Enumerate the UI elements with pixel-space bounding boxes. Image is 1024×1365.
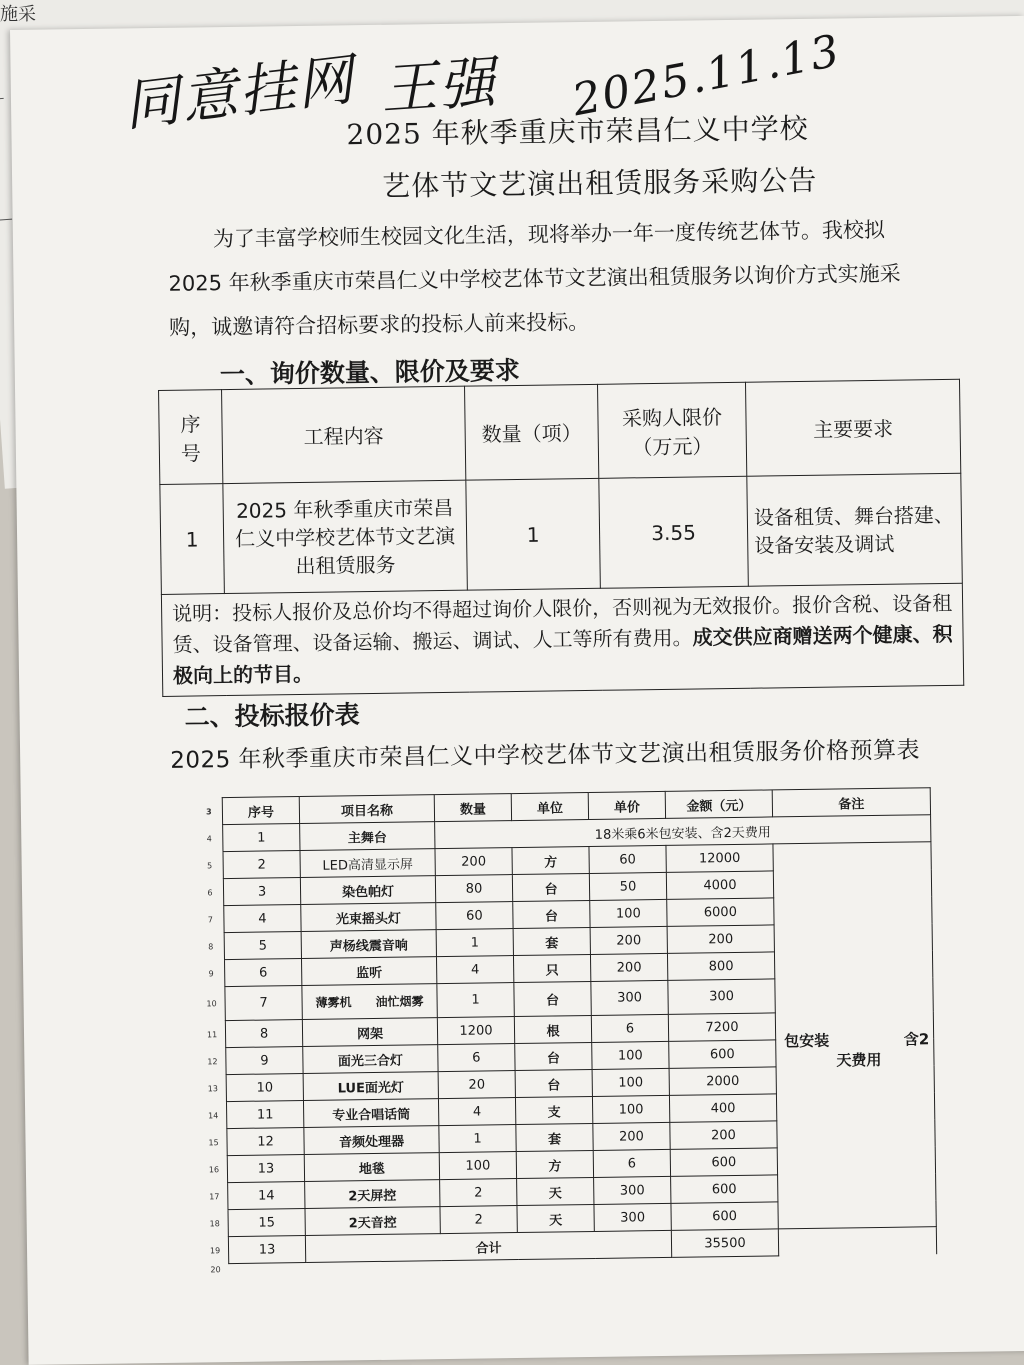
row-unit-price: 100	[592, 1095, 669, 1123]
row-item-name: 面光三合灯	[303, 1045, 438, 1074]
total-seq: 13	[228, 1235, 305, 1263]
row-number: 4	[206, 833, 212, 843]
row-qty: 100	[439, 1152, 516, 1180]
header-qty: 数量（项）	[465, 384, 599, 480]
row-unit-price: 200	[593, 1122, 670, 1150]
row-number: 7	[207, 914, 214, 924]
row-item-name: 声杨线震音响	[301, 930, 436, 959]
handwritten-approval: 同意挂网	[120, 47, 359, 140]
row-unit-price: 300	[594, 1203, 671, 1231]
row-item-name: 主舞台	[300, 822, 435, 851]
row-unit: 天	[517, 1204, 594, 1232]
row-seq: 8	[225, 1020, 302, 1048]
row-seq: 1	[160, 484, 225, 595]
row-amount: 600	[669, 1040, 776, 1068]
header-unit: 单位	[511, 793, 588, 821]
row-seq: 4	[224, 905, 301, 933]
remark-part-a: 包安装	[784, 1031, 830, 1051]
header-seq: 序号	[222, 797, 299, 825]
title-line-1: 2025 年秋季重庆市荣昌仁义中学校	[346, 111, 809, 152]
section-1-heading: 一、询价数量、限价及要求	[219, 355, 521, 390]
row-unit-price: 6	[593, 1149, 670, 1177]
total-label: 合计	[305, 1230, 671, 1262]
note-cell	[161, 583, 963, 696]
inquiry-table-header	[159, 379, 961, 484]
note-text: 说明：投标人报价及总价均不得超过询价人限价，否则视为无效报价。报价含税、设备租赁、设备管理、设备运输、搬运、调试、人工等所有费用。	[171, 590, 953, 657]
merged-remark-cell	[773, 842, 936, 1229]
row-unit-price: 300	[594, 1176, 671, 1204]
row-qty: 1	[437, 983, 514, 1018]
intro-line-3: 购，诚邀请符合招标要求的投标人前来投标。	[169, 309, 590, 340]
row-unit-price: 200	[590, 953, 667, 981]
row-seq: 6	[225, 959, 302, 987]
row-amount: 600	[671, 1175, 778, 1203]
row-amount: 400	[669, 1094, 776, 1122]
row-qty: 60	[436, 902, 513, 930]
header-limit: 采购人限价 （万元）	[598, 382, 747, 478]
row-stage-description: 18米乘6米包安装、含2天费用	[435, 815, 931, 849]
inquiry-table	[158, 379, 964, 697]
row-seq: 13	[227, 1155, 304, 1183]
row-unit: 根	[514, 1015, 591, 1043]
row-item-name: 音频处理器	[304, 1126, 439, 1155]
row-unit-price: 6	[591, 1014, 668, 1042]
row-unit: 只	[513, 954, 590, 982]
handwritten-date: 2025.11.13	[568, 25, 846, 127]
row-qty: 2	[440, 1179, 517, 1207]
row-number: 16	[208, 1164, 220, 1174]
row-amount: 200	[670, 1121, 777, 1149]
row-requirements: 设备租赁、舞台搭建、设备安装及调试	[747, 473, 963, 586]
row-item-name: 2天音控	[305, 1207, 440, 1236]
section-2-heading: 二、投标报价表	[184, 700, 360, 732]
row-unit: 支	[515, 1096, 592, 1124]
row-number: 19	[209, 1245, 221, 1255]
row-item-name: LUE面光灯	[303, 1072, 438, 1101]
budget-table-title: 2025 年秋季重庆市荣昌仁义中学校艺体节文艺演出租赁服务价格预算表	[170, 737, 921, 774]
remark-part-c: 天费用	[836, 1050, 882, 1070]
title-line-2: 艺体节文艺演出租赁服务采购公告	[381, 163, 818, 203]
row-seq: 5	[224, 932, 301, 960]
row-item-name: 染色帕灯	[300, 876, 435, 905]
row-number: 6	[207, 887, 213, 897]
row-seq: 2	[223, 851, 300, 879]
row-item-name: 薄雾机 油忙烟雾	[302, 984, 437, 1020]
row-number: 15	[208, 1137, 219, 1147]
row-qty: 4	[436, 956, 513, 984]
intro-line-1: 为了丰富学校师生校园文化生活，现将举办一年一度传统艺体节。我校拟	[212, 217, 886, 252]
row-number: 11	[206, 1029, 218, 1039]
row-seq: 9	[226, 1047, 303, 1075]
row-seq: 12	[227, 1128, 304, 1156]
row-amount: 600	[671, 1202, 778, 1230]
row-unit: 台	[512, 873, 589, 901]
row-unit-price: 60	[589, 845, 666, 873]
row-amount: 6000	[667, 898, 774, 926]
row-seq: 10	[226, 1074, 303, 1102]
note-row	[161, 583, 963, 696]
row-amount: 300	[668, 979, 775, 1014]
row-qty: 1	[466, 478, 601, 590]
row-unit: 台	[515, 1042, 592, 1070]
row-number: 8	[208, 941, 214, 951]
row-unit: 台	[515, 1069, 592, 1097]
row-qty: 1	[439, 1125, 516, 1153]
table-row	[160, 473, 962, 594]
row-number: 3	[206, 806, 212, 816]
underlying-sheet-text: 施采	[0, 4, 36, 25]
row-qty: 1	[436, 929, 513, 957]
note-bold-text: 成交供应商赠送两个健康、积极向上的节目。	[172, 621, 953, 688]
row-qty: 20	[438, 1071, 515, 1099]
remark-part-b: 含2	[903, 1030, 930, 1049]
row-amount: 800	[667, 952, 774, 980]
row-qty: 200	[435, 848, 512, 876]
header-seq: 序 号	[159, 390, 223, 485]
row-unit-price: 300	[591, 980, 668, 1015]
row-item-name: 地毯	[304, 1153, 439, 1182]
row-item-name: 光束摇头灯	[301, 903, 436, 932]
row-amount: 7200	[668, 1013, 775, 1041]
header-qty: 数量	[434, 794, 511, 822]
row-number: 10	[206, 999, 217, 1009]
row-item-name: LED高清显示屏	[300, 849, 435, 878]
row-number: 12	[207, 1056, 218, 1066]
row-item-name: 专业合唱话筒	[303, 1099, 438, 1128]
header-remark: 备注	[772, 788, 930, 817]
row-seq: 3	[223, 878, 300, 906]
total-amount: 35500	[671, 1229, 778, 1257]
row-qty: 6	[438, 1044, 515, 1072]
row-unit: 台	[514, 981, 591, 1016]
row-qty: 4	[438, 1098, 515, 1126]
row-number: 17	[209, 1191, 220, 1201]
header-content: 工程内容	[222, 386, 466, 483]
row-number: 18	[209, 1218, 220, 1228]
row-unit-price: 200	[590, 926, 667, 954]
handwritten-name: 王强	[379, 50, 500, 123]
row-unit-price: 100	[590, 899, 667, 927]
header-unit-price: 单价	[588, 791, 665, 819]
header-item-name: 项目名称	[299, 795, 434, 824]
row-seq: 15	[228, 1208, 305, 1236]
header-amount: 金额（元）	[665, 790, 772, 818]
row-number: 9	[208, 968, 214, 978]
row-amount: 2000	[669, 1067, 776, 1095]
row-content: 2025 年秋季重庆市荣昌仁义中学校艺体节文艺演出租赁服务	[223, 480, 468, 593]
row-qty: 2	[440, 1206, 517, 1234]
row-unit: 方	[516, 1150, 593, 1178]
row-seq: 7	[225, 986, 302, 1021]
row-item-name: 2天屏控	[305, 1180, 440, 1209]
row-unit: 套	[513, 927, 590, 955]
row-unit: 天	[517, 1177, 594, 1205]
row-seq: 14	[228, 1181, 305, 1209]
row-amount: 4000	[666, 871, 773, 899]
row-qty: 80	[435, 875, 512, 903]
announcement-page	[10, 16, 1024, 1365]
row-amount: 12000	[666, 844, 773, 872]
row-number: 20	[210, 1265, 221, 1275]
row-unit: 方	[512, 846, 589, 874]
row-amount: 200	[667, 925, 774, 953]
row-item-name: 网架	[302, 1018, 437, 1047]
row-limit: 3.55	[599, 476, 749, 588]
row-amount: 600	[670, 1148, 777, 1176]
intro-line-2: 2025 年秋季重庆市荣昌仁义中学校艺体节文艺演出租赁服务以询价方式实施采	[168, 261, 901, 296]
budget-table	[196, 787, 938, 1276]
header-requirements: 主要要求	[745, 379, 960, 476]
row-unit: 台	[513, 900, 590, 928]
row-number: 13	[207, 1083, 218, 1093]
row-qty: 1200	[437, 1017, 514, 1045]
row-unit-price: 100	[592, 1068, 669, 1096]
row-unit: 套	[516, 1123, 593, 1151]
row-unit-price: 50	[589, 872, 666, 900]
row-seq: 11	[226, 1101, 303, 1129]
total-remark-empty	[778, 1227, 936, 1256]
row-item-name: 监听	[301, 957, 436, 986]
row-number: 14	[208, 1110, 219, 1120]
row-seq: 1	[223, 824, 300, 852]
row-unit-price: 100	[592, 1041, 669, 1069]
row-number: 5	[207, 860, 213, 870]
